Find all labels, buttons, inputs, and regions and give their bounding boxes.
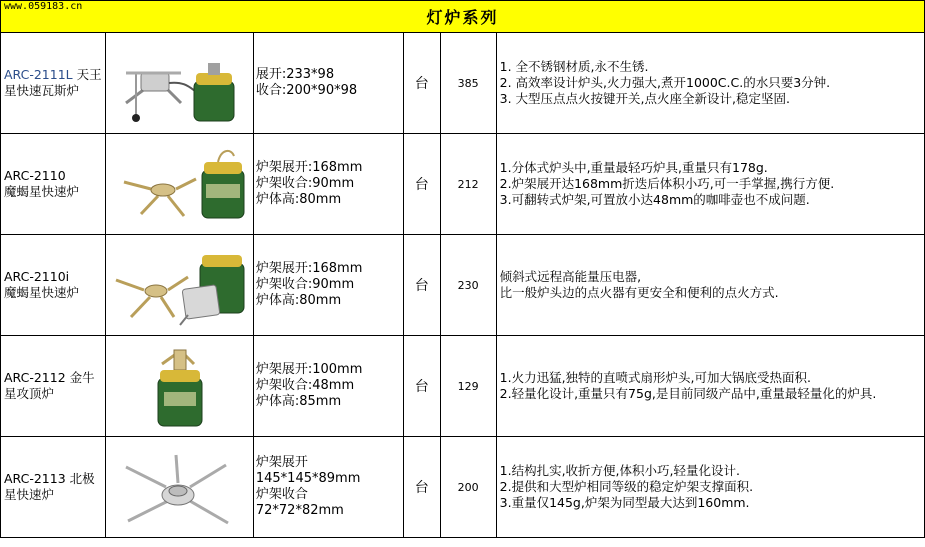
product-unit: 台 — [403, 235, 440, 336]
product-name-cell — [1, 235, 106, 336]
desc-line: 2.提供和大型炉相同等级的稳定炉架支撑面积. — [499, 479, 754, 494]
product-name: 金牛星攻顶炉 — [4, 370, 95, 401]
product-code: ARC-2110 — [4, 168, 66, 183]
desc-line: 1. 全不锈钢材质,永不生锈. — [499, 59, 649, 74]
product-name-cell — [1, 336, 106, 437]
product-description — [496, 33, 924, 134]
desc-line: 3.可翻转式炉架,可置放小达48mm的咖啡壶也不成问题. — [499, 192, 810, 207]
title-row — [1, 1, 925, 33]
product-unit: 台 — [403, 336, 440, 437]
product-name-cell — [1, 134, 106, 235]
product-unit: 台 — [403, 437, 440, 538]
product-price: 212 — [440, 134, 496, 235]
stove-photo-icon — [106, 437, 252, 537]
desc-line: 2. 高效率设计炉头,火力强大,煮开1000C.C.的水只要3分钟. — [499, 75, 831, 90]
table-row — [1, 33, 925, 134]
table-title: 灯炉系列 — [1, 1, 925, 33]
desc-line: 2.炉架展开达168mm折迭后体积小巧,可一手掌握,携行方便. — [499, 176, 835, 191]
product-description — [496, 235, 924, 336]
product-price: 230 — [440, 235, 496, 336]
product-description — [496, 437, 924, 538]
watermark-url: www.059183.cn — [4, 1, 83, 12]
stove-photo-icon — [106, 33, 252, 133]
product-spec: 炉架展开:168mm 炉架收合:90mm 炉体高:80mm — [253, 235, 403, 336]
product-image-cell — [105, 336, 253, 437]
product-name-cell — [1, 33, 106, 134]
product-spec: 炉架展开:168mm 炉架收合:90mm 炉体高:80mm — [253, 134, 403, 235]
product-name: 北极星快速炉 — [4, 471, 95, 502]
product-image-cell — [105, 33, 253, 134]
product-code: ARC-2113 — [4, 471, 66, 486]
product-name: 魔蝎星快速炉 — [4, 184, 80, 199]
desc-line: 比一般炉头边的点火器有更安全和便利的点火方式. — [499, 285, 779, 300]
product-spec: 炉架展开 145*145*89mm 炉架收合 72*72*82mm — [253, 437, 403, 538]
product-image-cell — [105, 235, 253, 336]
product-description — [496, 134, 924, 235]
product-unit: 台 — [403, 33, 440, 134]
product-description — [496, 336, 924, 437]
desc-line: 3.重量仅145g,炉架为同型最大达到160mm. — [499, 495, 750, 510]
table-row — [1, 437, 925, 538]
product-image-cell — [105, 134, 253, 235]
product-spec: 炉架展开:100mm 炉架收合:48mm 炉体高:85mm — [253, 336, 403, 437]
table-row — [1, 134, 925, 235]
product-price: 200 — [440, 437, 496, 538]
stove-photo-icon — [106, 134, 252, 234]
desc-line: 1.结构扎实,收折方便,体积小巧,轻量化设计. — [499, 463, 740, 478]
stove-photo-icon — [106, 336, 252, 436]
product-name-cell — [1, 437, 106, 538]
desc-line: 1.火力迅猛,独特的直喷式扇形炉头,可加大锅底受热面积. — [499, 370, 811, 385]
product-unit: 台 — [403, 134, 440, 235]
product-name: 天王星快速瓦斯炉 — [4, 67, 102, 98]
product-image-cell — [105, 437, 253, 538]
product-code: ARC-2112 — [4, 370, 66, 385]
stove-photo-icon — [106, 235, 252, 335]
desc-line: 1.分体式炉头中,重量最轻巧炉具,重量只有178g. — [499, 160, 768, 175]
product-price: 385 — [440, 33, 496, 134]
table-row — [1, 235, 925, 336]
product-code: ARC-2110i — [4, 269, 70, 284]
product-name: 魔蝎星快速炉 — [4, 285, 80, 300]
table-row — [1, 336, 925, 437]
desc-line: 3. 大型压点点火按键开关,点火座全新设计,稳定坚固. — [499, 91, 790, 106]
product-spec: 展开:233*98 收合:200*90*98 — [253, 33, 403, 134]
product-price: 129 — [440, 336, 496, 437]
product-code: ARC-2111L — [4, 67, 73, 82]
desc-line: 倾斜式远程高能量压电器, — [499, 269, 642, 284]
desc-line: 2.轻量化设计,重量只有75g,是目前同级产品中,重量最轻量化的炉具. — [499, 386, 877, 401]
